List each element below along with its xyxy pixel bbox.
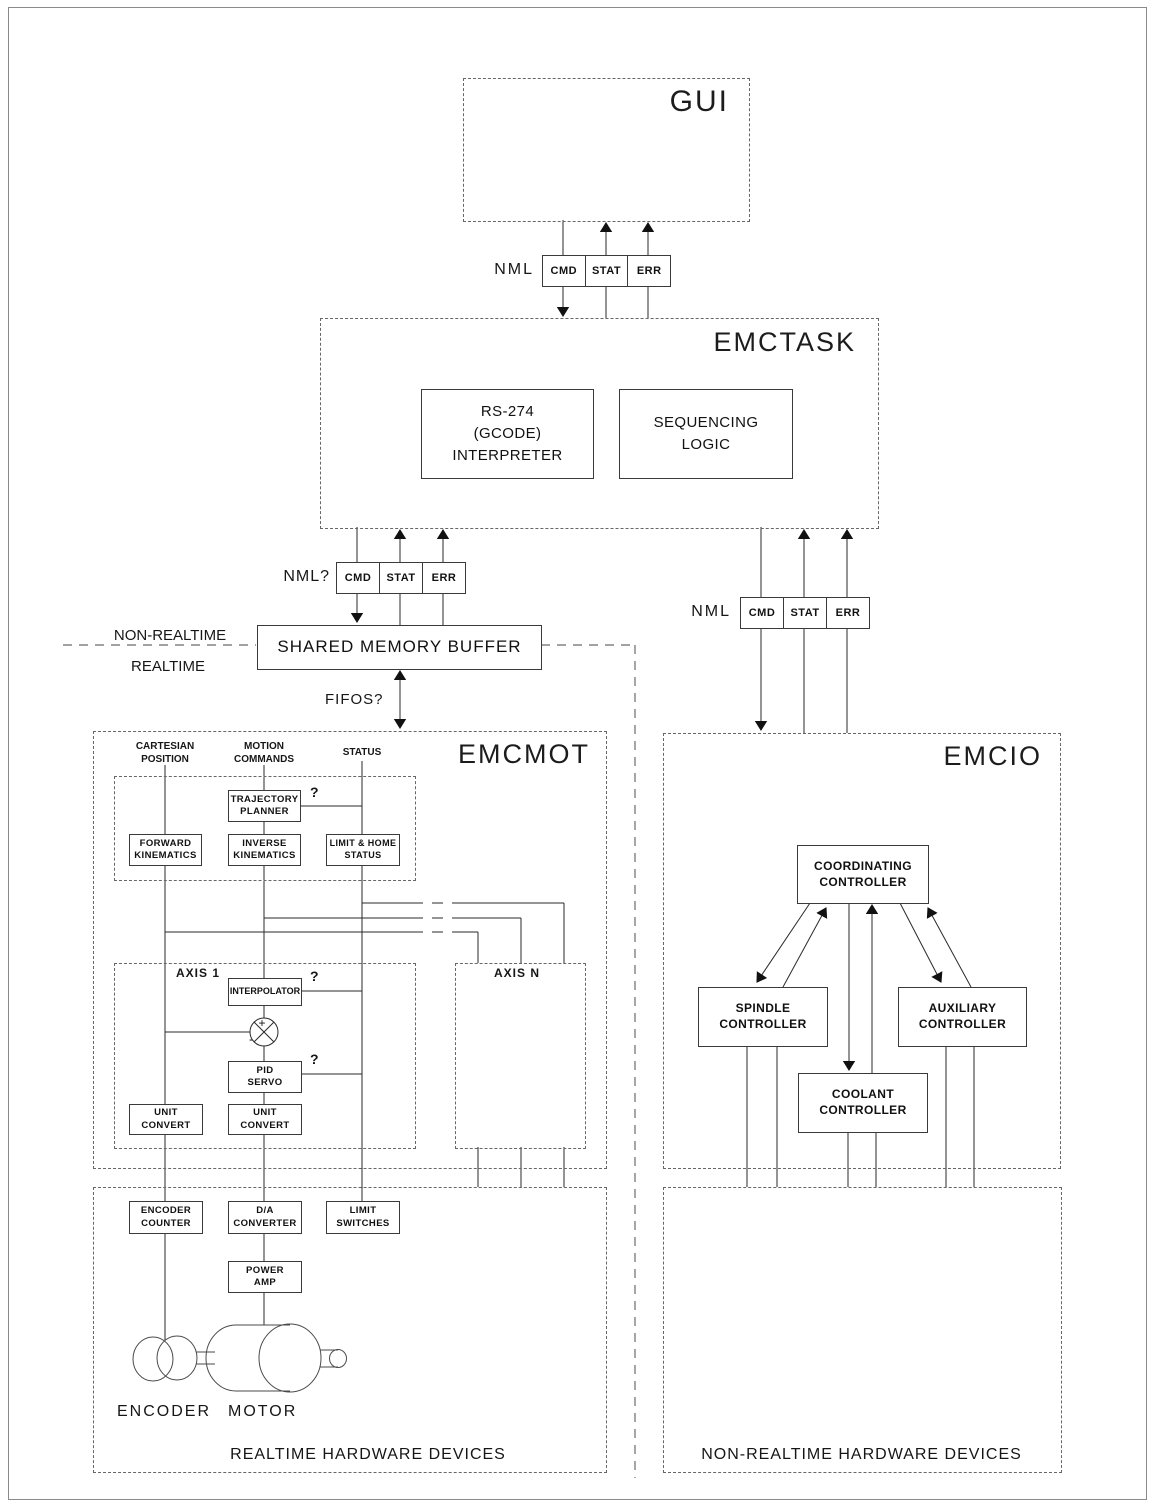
nml-mid-label: NML?	[283, 568, 330, 585]
label-line: ENCODER	[140, 1205, 192, 1217]
power-amp-box	[228, 1261, 302, 1293]
nml-right-label: NML	[691, 603, 731, 620]
nml-top-label: NML	[494, 261, 534, 278]
emcio-title: EMCIO	[943, 741, 1042, 771]
label-line: SWITCHES	[336, 1217, 390, 1229]
label-line: COMMANDS	[234, 753, 294, 765]
nml-top-err-cell: ERR	[627, 256, 670, 286]
auxiliary-controller-box	[898, 987, 1027, 1047]
nml-top-channels	[542, 255, 671, 287]
status-label: STATUS	[342, 747, 382, 758]
nml-top-cmd-cell: CMD	[550, 265, 578, 277]
sequencing-logic-box	[619, 389, 793, 479]
realtime-hardware-title: REALTIME HARDWARE DEVICES	[230, 1446, 506, 1463]
label-line: STATUS	[344, 850, 382, 860]
gui-title: GUI	[669, 85, 729, 118]
label-line: INTERPRETER	[452, 446, 563, 464]
label-line: CARTESIAN	[135, 741, 195, 752]
pid-servo-box	[228, 1061, 302, 1093]
label-line: FORWARD	[139, 837, 192, 849]
coolant-controller-box	[798, 1073, 928, 1133]
label-line: COOLANT	[831, 1087, 895, 1102]
nml-top-stat-cell: STAT	[585, 256, 628, 286]
nml-mid-cmd-cell: CMD	[344, 572, 372, 584]
nml-right-channels	[740, 597, 870, 629]
label-line: PID	[256, 1064, 274, 1076]
cartesian-position-label	[125, 741, 205, 766]
label-line: SERVO	[247, 1077, 283, 1088]
axis-n-container	[455, 963, 586, 1149]
spindle-controller-box	[698, 987, 828, 1047]
label-line: D/A	[256, 1205, 274, 1217]
unit-convert-feedback-box	[129, 1104, 203, 1135]
label-line: PLANNER	[240, 806, 289, 817]
label-line: RS-274	[480, 403, 535, 421]
forward-kinematics-box	[129, 834, 202, 866]
limit-switches-box	[326, 1201, 400, 1234]
inverse-kinematics-box	[228, 834, 301, 866]
sum-plus-sign: +	[258, 1016, 266, 1030]
non-realtime-label: NON-REALTIME	[113, 627, 227, 644]
label-line: KINEMATICS	[233, 850, 296, 861]
label-line: CONVERTER	[233, 1217, 297, 1229]
trajectory-planner-box	[228, 790, 301, 822]
axis-n-label: AXIS N	[494, 966, 541, 980]
trajectory-question-mark: ?	[310, 784, 319, 800]
label-line: SEQUENCING	[653, 414, 759, 432]
label-line: UNIT	[154, 1107, 178, 1119]
nml-right-err-cell: ERR	[826, 598, 869, 628]
label-line: (GCODE)	[473, 425, 542, 443]
label-line: CONTROLLER	[819, 1103, 907, 1117]
label-line: COORDINATING	[814, 858, 912, 873]
label-line: SPINDLE	[735, 1001, 791, 1016]
label-line: CONVERT	[240, 1119, 290, 1131]
nonrealtime-hardware-title: NON-REALTIME HARDWARE DEVICES	[701, 1446, 1022, 1463]
label-line: CONTROLLER	[819, 874, 907, 889]
fifos-label: FIFOS?	[325, 691, 384, 708]
interpolator-question-mark: ?	[310, 968, 319, 984]
da-converter-box	[228, 1201, 302, 1234]
nml-mid-stat-cell: STAT	[379, 563, 422, 593]
shared-memory-buffer-box	[257, 625, 542, 670]
axis-1-label: AXIS 1	[176, 966, 221, 980]
label-line: LIMIT & HOME	[329, 838, 397, 849]
nonrealtime-hardware-container	[663, 1187, 1062, 1473]
limit-home-status-box	[326, 834, 400, 866]
label-line: KINEMATICS	[134, 850, 197, 861]
nml-mid-err-cell: ERR	[422, 563, 465, 593]
nml-right-cmd-cell: CMD	[748, 607, 776, 619]
label-line: LIMIT	[349, 1205, 377, 1217]
nml-mid-channels	[336, 562, 466, 594]
label-line: SHARED MEMORY BUFFER	[277, 637, 522, 657]
label-line: TRAJECTORY	[230, 793, 299, 805]
interpolator-box	[228, 978, 302, 1006]
encoder-counter-box	[129, 1201, 203, 1234]
pid-question-mark: ?	[310, 1051, 319, 1067]
rs274-interpreter-box	[421, 389, 594, 479]
encoder-label: ENCODER	[117, 1403, 212, 1420]
nml-emcio-connectors	[761, 527, 847, 733]
label-line: INVERSE	[242, 837, 287, 849]
label-line: AUXILIARY	[928, 1001, 997, 1016]
label-line: AMP	[253, 1277, 277, 1288]
label-line: LOGIC	[681, 436, 731, 453]
unit-convert-output-box	[228, 1104, 302, 1135]
label-line: UNIT	[253, 1107, 277, 1119]
nml-right-stat-cell: STAT	[783, 598, 826, 628]
label-line: POSITION	[141, 753, 189, 765]
label-line: MOTION	[244, 741, 284, 752]
emctask-title: EMCTASK	[713, 327, 856, 357]
motor-label: MOTOR	[228, 1403, 298, 1420]
motion-commands-label	[224, 741, 304, 766]
label-line: POWER	[246, 1264, 284, 1276]
gui-container	[463, 78, 750, 222]
label-line: CONTROLLER	[918, 1017, 1007, 1031]
emctask-container	[320, 318, 879, 529]
label-line: CONVERT	[141, 1119, 191, 1131]
emcmot-title: EMCMOT	[458, 739, 590, 769]
label-line: INTERPOLATOR	[229, 986, 301, 997]
coordinating-controller-box	[797, 845, 929, 904]
label-line: CONTROLLER	[719, 1017, 807, 1031]
label-line: COUNTER	[141, 1217, 191, 1229]
sum-minus-sign: -	[249, 1032, 253, 1046]
realtime-label: REALTIME	[131, 658, 205, 675]
